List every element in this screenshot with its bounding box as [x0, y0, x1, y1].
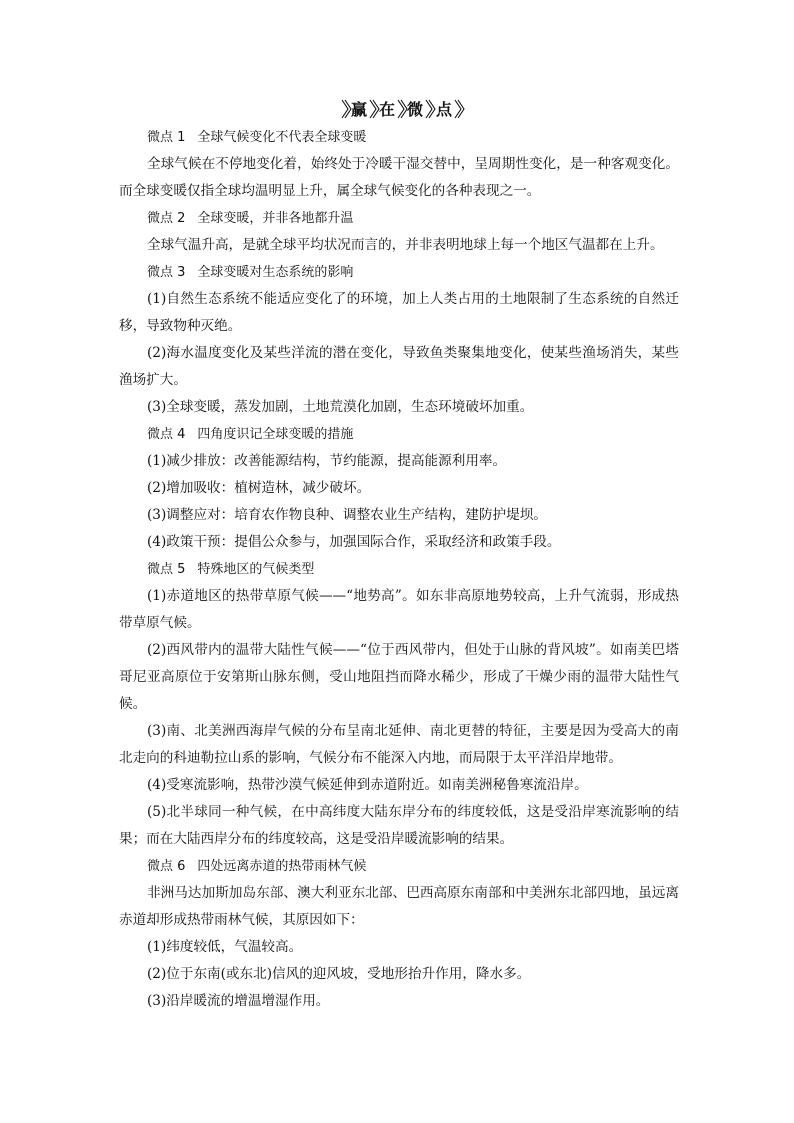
section-heading — [119, 421, 679, 448]
banner-char: 微 — [406, 100, 424, 119]
banner-char: 点 — [435, 100, 453, 119]
banner-char: 在 — [378, 100, 396, 119]
section-number: 微点 3 — [147, 265, 186, 280]
section-title: 全球气候变化不代表全球变暖 — [197, 130, 367, 145]
section-heading — [119, 853, 679, 880]
paragraph: (3)全球变暖，蒸发加剧，土地荒漠化加剧，生态环境破坏加重。 — [147, 399, 534, 415]
banner-char: 赢 — [350, 100, 368, 119]
section-title: 特殊地区的气候类型 — [197, 562, 315, 577]
paragraph: (3)调整应对：培育农作物良种、调整农业生产结构，建防护堤坝。 — [147, 507, 547, 523]
section-title: 四角度识记全球变暖的措施 — [197, 427, 354, 442]
section-banner — [340, 97, 468, 121]
paragraph: (3)沿岸暖流的增温增湿作用。 — [147, 993, 330, 1009]
document-body — [119, 124, 679, 1015]
paragraph: (3)南、北美洲西海岸气候的分布呈南北延伸、南北更替的特征，主要是因为受高大的南北走向的科迪勒拉山系的影响，气候分布不能深入内地，而局限于太平洋沿岸地带。 — [119, 723, 679, 766]
paragraph: (1)赤道地区的热带草原气候——“地势高”。如东非高原地势较高，上升气流弱，形成热带草原气候。 — [119, 588, 679, 631]
section-heading — [119, 556, 679, 583]
paragraph: (1)纬度较低，气温较高。 — [147, 939, 303, 955]
paragraph: 全球气候在不停地变化着，始终处于冷暖干湿交替中，呈周期性变化，是一种客观变化。而全球变暖仅指全球均温明显上升，属全球气候变化的各种表现之一。 — [119, 156, 679, 199]
banner-chevrons — [340, 97, 468, 121]
section-number: 微点 6 — [147, 859, 186, 874]
paragraph: (2)位于东南(或东北)信风的迎风坡，受地形抬升作用，降水多。 — [147, 966, 531, 982]
section-heading — [119, 205, 679, 232]
paragraph: (2)海水温度变化及某些洋流的潜在变化，导致鱼类聚集地变化，使某些渔场消失，某些渔场扩大。 — [119, 345, 679, 388]
section-heading — [119, 259, 679, 286]
section-number: 微点 1 — [147, 130, 186, 145]
section-heading — [119, 124, 679, 151]
paragraph: (2)增加吸收：植树造林，减少破坏。 — [147, 480, 371, 496]
paragraph: 全球气温升高，是就全球平均状况而言的，并非表明地球上每一个地区气温都在上升。 — [147, 237, 664, 253]
section-title: 四处远离赤道的热带雨林气候 — [197, 859, 367, 874]
paragraph: (1)减少排放：改善能源结构，节约能源，提高能源利用率。 — [147, 453, 507, 469]
section-number: 微点 2 — [147, 211, 186, 226]
section-number: 微点 5 — [147, 562, 186, 577]
section-number: 微点 4 — [147, 427, 186, 442]
section-title: 全球变暖，并非各地都升温 — [197, 211, 354, 226]
section-title: 全球变暖对生态系统的影响 — [197, 265, 354, 280]
paragraph: (2)西风带内的温带大陆性气候——“位于西风带内，但处于山脉的背风坡”。如南美巴塔哥尼亚高原位于安第斯山脉东侧，受山地阻挡而降水稀少，形成了干燥少雨的温带大陆性气候。 — [119, 642, 679, 712]
paragraph: (4)政策干预：提倡公众参与，加强国际合作，采取经济和政策手段。 — [147, 534, 561, 550]
paragraph: (4)受寒流影响，热带沙漠气候延伸到赤道附近。如南美洲秘鲁寒流沿岸。 — [147, 777, 588, 793]
paragraph: (1)自然生态系统不能适应变化了的环境，加上人类占用的土地限制了生态系统的自然迁移，导致物种灭绝。 — [119, 291, 679, 334]
paragraph: (5)北半球同一种气候，在中高纬度大陆东岸分布的纬度较低，这是受沿岸寒流影响的结果；而在大陆西岸分布的纬度较高，这是受沿岸暖流影响的结果。 — [119, 804, 679, 847]
paragraph: 非洲马达加斯加岛东部、澳大利亚东北部、巴西高原东南部和中美洲东北部四地，虽远离赤道却形成热带雨林气候，其原因如下： — [119, 885, 679, 928]
